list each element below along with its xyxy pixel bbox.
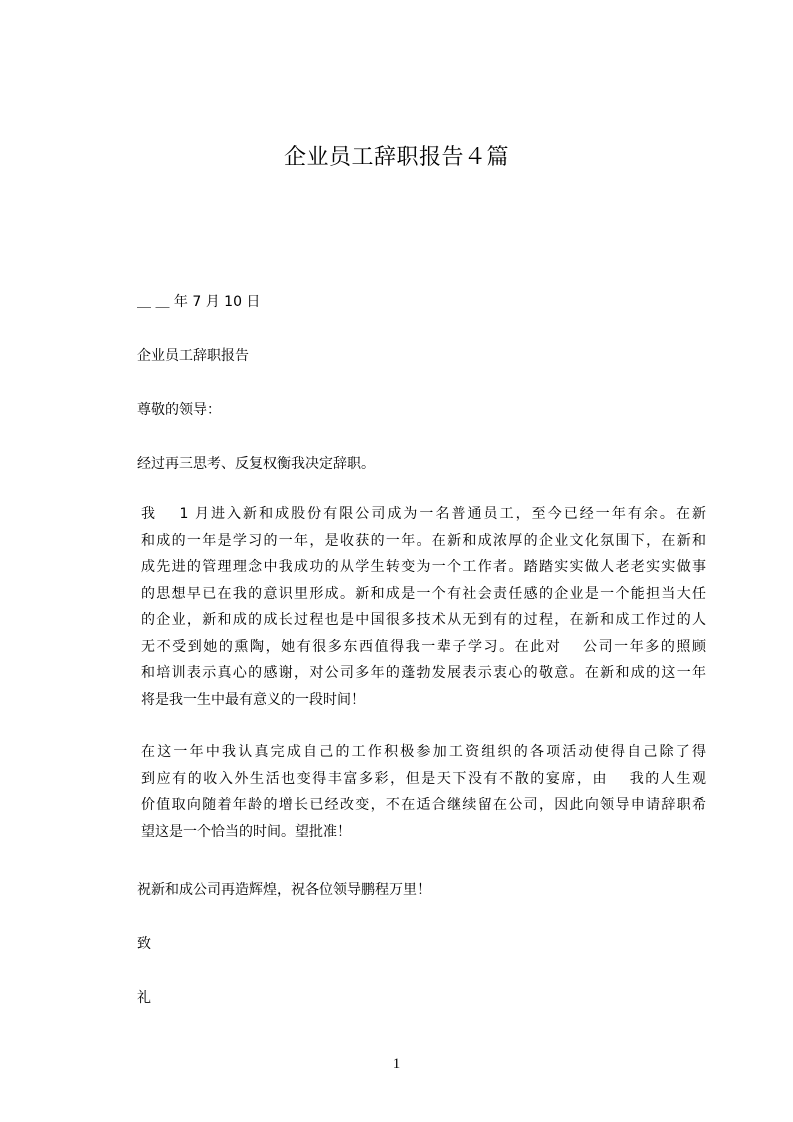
paragraph-line: 和培训表示真心的感谢，对公司多年的蓬勃发展表示衷心的敬意。在新和成的这一年 xyxy=(141,665,706,681)
opening-sentence: 经过再三思考、反复权衡我决定辞职。 xyxy=(137,456,375,472)
paragraph-line: 无不受到她的熏陶，她有很多东西值得我一辈子学习。在此对 公司一年多的照顾 xyxy=(141,638,706,655)
closing-li: 礼 xyxy=(137,990,151,1006)
document-title: 企业员工辞职报告４篇 xyxy=(283,145,509,170)
paragraph-line: 的思想早已在我的意识里形成。新和成是一个有社会责任感的企业是一个能担当大任 xyxy=(141,585,706,602)
page-number: 1 xyxy=(392,1056,401,1072)
date-line: ＿ ＿ 年 7 月 10 日 xyxy=(137,294,261,310)
paragraph-line: 和成的一年是学习的一年，是收获的一年。在新和成浓厚的企业文化氛围下，在新和 xyxy=(141,532,706,549)
paragraph-line: 价值取向随着年龄的增长已经改变，不在适合继续留在公司，因此向领导申请辞职希 xyxy=(141,797,706,813)
paragraph-line: 成先进的管理理念中我成功的从学生转变为一个工作者。踏踏实实做人老老实实做事 xyxy=(141,559,706,575)
letter-heading: 企业员工辞职报告 xyxy=(137,348,249,364)
paragraph-line: 到应有的收入外生活也变得丰富多彩，但是天下没有不散的宴席，由 我的人生观 xyxy=(141,770,706,787)
paragraph-line: 我 1 月进入新和成股份有限公司成为一名普通员工，至今已经一年有余。在新 xyxy=(141,506,706,522)
wishes-line: 祝新和成公司再造辉煌，祝各位领导鹏程万里！ xyxy=(137,882,431,898)
salutation: 尊敬的领导： xyxy=(137,402,221,418)
paragraph-line: 的企业，新和成的成长过程也是中国很多技术从无到有的过程，在新和成工作过的人 xyxy=(141,612,706,628)
closing-zhi: 致 xyxy=(137,936,151,952)
paragraph-reason xyxy=(134,739,706,845)
paragraph-line: 在这一年中我认真完成自己的工作积极参加工资组织的各项活动使得自己除了得 xyxy=(141,744,706,760)
paragraph-line: 望这是一个恰当的时间。望批准！ xyxy=(141,823,351,840)
paragraph-line: 将是我一生中最有意义的一段时间！ xyxy=(141,691,365,708)
paragraph-intro xyxy=(134,501,706,713)
